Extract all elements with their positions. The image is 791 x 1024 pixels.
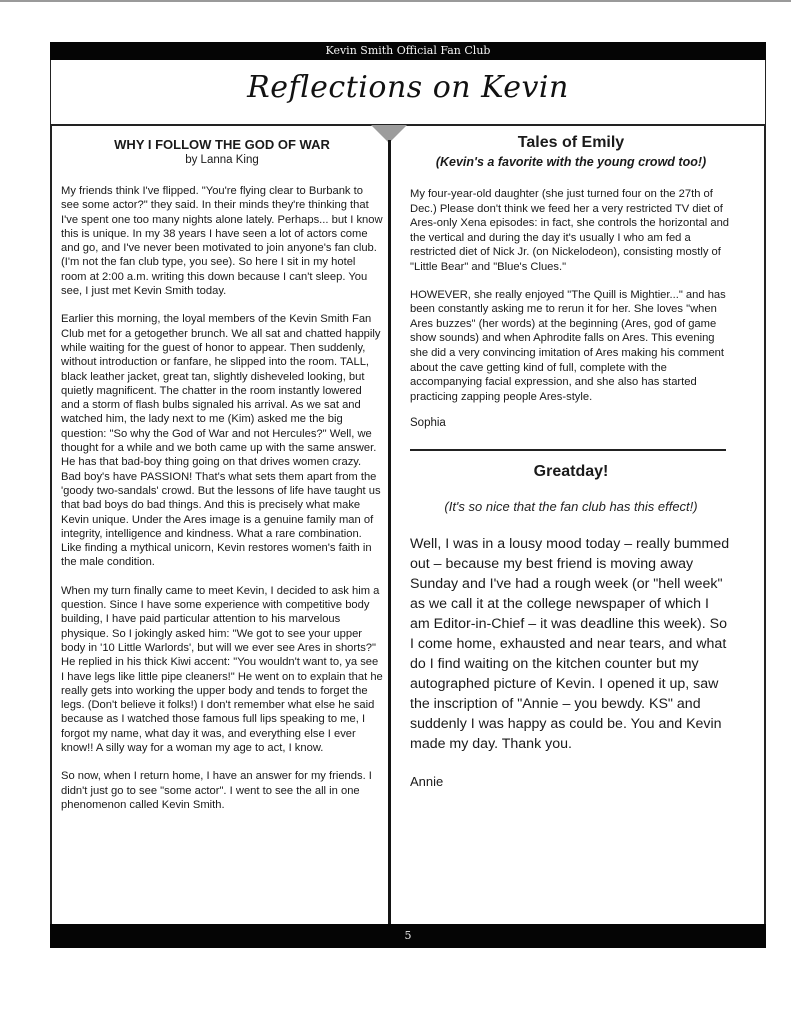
article-subtitle: (It's so nice that the fan club has this effect!) [444,499,698,515]
article-title: WHY I FOLLOW THE GOD OF WAR [114,137,330,152]
article-signature: Sophia [410,417,446,430]
masthead-title: Reflections on Kevin [247,70,569,105]
article-greatday [410,463,732,789]
article-paragraph: Well, I was in a lousy mood today – really bummed out – because my best friend is moving away Sunday and I've had a rough week (or "hell week" as we call it at the college newspaper of which I am Editor-in-Chief – it was deadline this week). So I come home, exhausted and near tears, and what do I find waiting on the kitchen counter but my autographed picture of Kevin. I opened it up, saw the inscription of "Annie – you bewdy. KS" and suddenly I was happy as could be. You and Kevin made my day. Thank you. [410,536,730,753]
newsletter-page [50,42,766,948]
article-paragraph: So now, when I return home, I have an answer for my friends. I didn't just go to see "some actor". I went to see the all in one phenomenon called Kevin Smith. [61,770,372,811]
article-byline: by Lanna King [185,154,259,166]
page-number: 5 [404,929,412,942]
column-divider [388,140,391,924]
article-god-of-war [61,137,383,826]
article-paragraph: My friends think I've flipped. "You're flying clear to Burbank to see some actor?" they said. In their minds they're thinking that I've spent one too many nights alone lately. Perhaps... but I know this is unique. In my 38 years I have seen a lot of actors come and go, and I've never been motivated to join anyone's fan club. (I'm not the fan club type, you see). So here I sit in my hotel room at 2:00 a.m. writing this down because I can't sleep. You see, I just met Kevin Smith today. [61,185,383,298]
masthead-box [50,60,766,124]
masthead-rule [50,124,766,126]
article-title: Greatday! [533,463,609,481]
club-name-banner [50,42,766,60]
club-name: Kevin Smith Official Fan Club [325,44,491,57]
article-paragraph: My four-year-old daughter (she just turned four on the 27th of Dec.) Please don't think we feed her a very restricted TV diet of Ares-only Xena episodes: in fact, she controls the horizontal and the vertical and during the day it's usually I who am fed a restricted diet of Nick Jr. (on Nickelodeon), consisting mostly of "Little Bear" and "Blue's Clues." [410,188,730,273]
article-paragraph: HOWEVER, she really enjoyed "The Quill is Mightier..." and has been constantly asking me to rerun it for her. She loves "when Ares buzzes" (her words) at the beginning (Ares, god of game show sounds) and when Aphrodite falls on Ares. This evening she did a very convincing imitation of Ares making his comment about the cave getting kind of full, complete with the accompanying facial expression, and she also has started practicing zapping people Ares-style. [410,288,726,403]
left-border [50,124,52,924]
article-tales-of-emily [410,134,732,429]
footer-bar [50,924,766,948]
article-title: Tales of Emily [517,134,625,151]
scan-edge [0,0,791,2]
article-paragraph: When my turn finally came to meet Kevin, I decided to ask him a question. Since I have some experience with competitive body building, I have paid particular attention to his marvelous physique. So I jokingly asked him: "We got to see your upper body in '10 Little Warlords', but will we ever see Ares in shorts?" He replied in his thick Kiwi accent: "You wouldn't want to, ya see I have legs like little pipe cleaners!" He went on to explain that he really gets into working the upper body and tends to forget the legs. (Don't believe it folks!) I don't remember what else he said because as I watched those famous full lips speaking to me, I forgot my name, what day it was, and everything else I ever know!! A silly way for a woman my age to act, I know. [61,584,383,754]
article-paragraph: Earlier this morning, the loyal members of the Kevin Smith Fan Club met for a getogether brunch. We all sat and chatted happily while waiting for the guest of honor to appear. Then suddenly, without introduction or fanfare, he slipped into the room. TALL, black leather jacket, great tan, slightly disheveled looking, but quietly magnificent. The chatter in the room instantly lowered and a storm of flash bulbs signaled his arrival. As we sat and watched him, the lady next to me (Kim) asked me the big question: "So why the God of War and not Hercules?" Well, we thought for a while and we both came up with the same answer. He has that bad-boy thing going on that drives women crazy. Bad boy's have PASSION! That's what sets them apart from the 'goody two-sandals' crowd. But the lessons of life have taught us that bad boys do bad things. And this is precisely what make Kevin unique. Under the Ares image is a genuine family man of integrity, intelligence and kindness. What a rare combination. Like finding a mythical unicorn, Kevin restores women's faith in the male condition. [61,313,381,569]
article-signature: Annie [410,774,444,790]
section-divider [410,449,726,451]
right-column [410,134,732,789]
article-subtitle: (Kevin's a favorite with the young crowd too!) [435,155,707,169]
right-border [764,124,766,924]
